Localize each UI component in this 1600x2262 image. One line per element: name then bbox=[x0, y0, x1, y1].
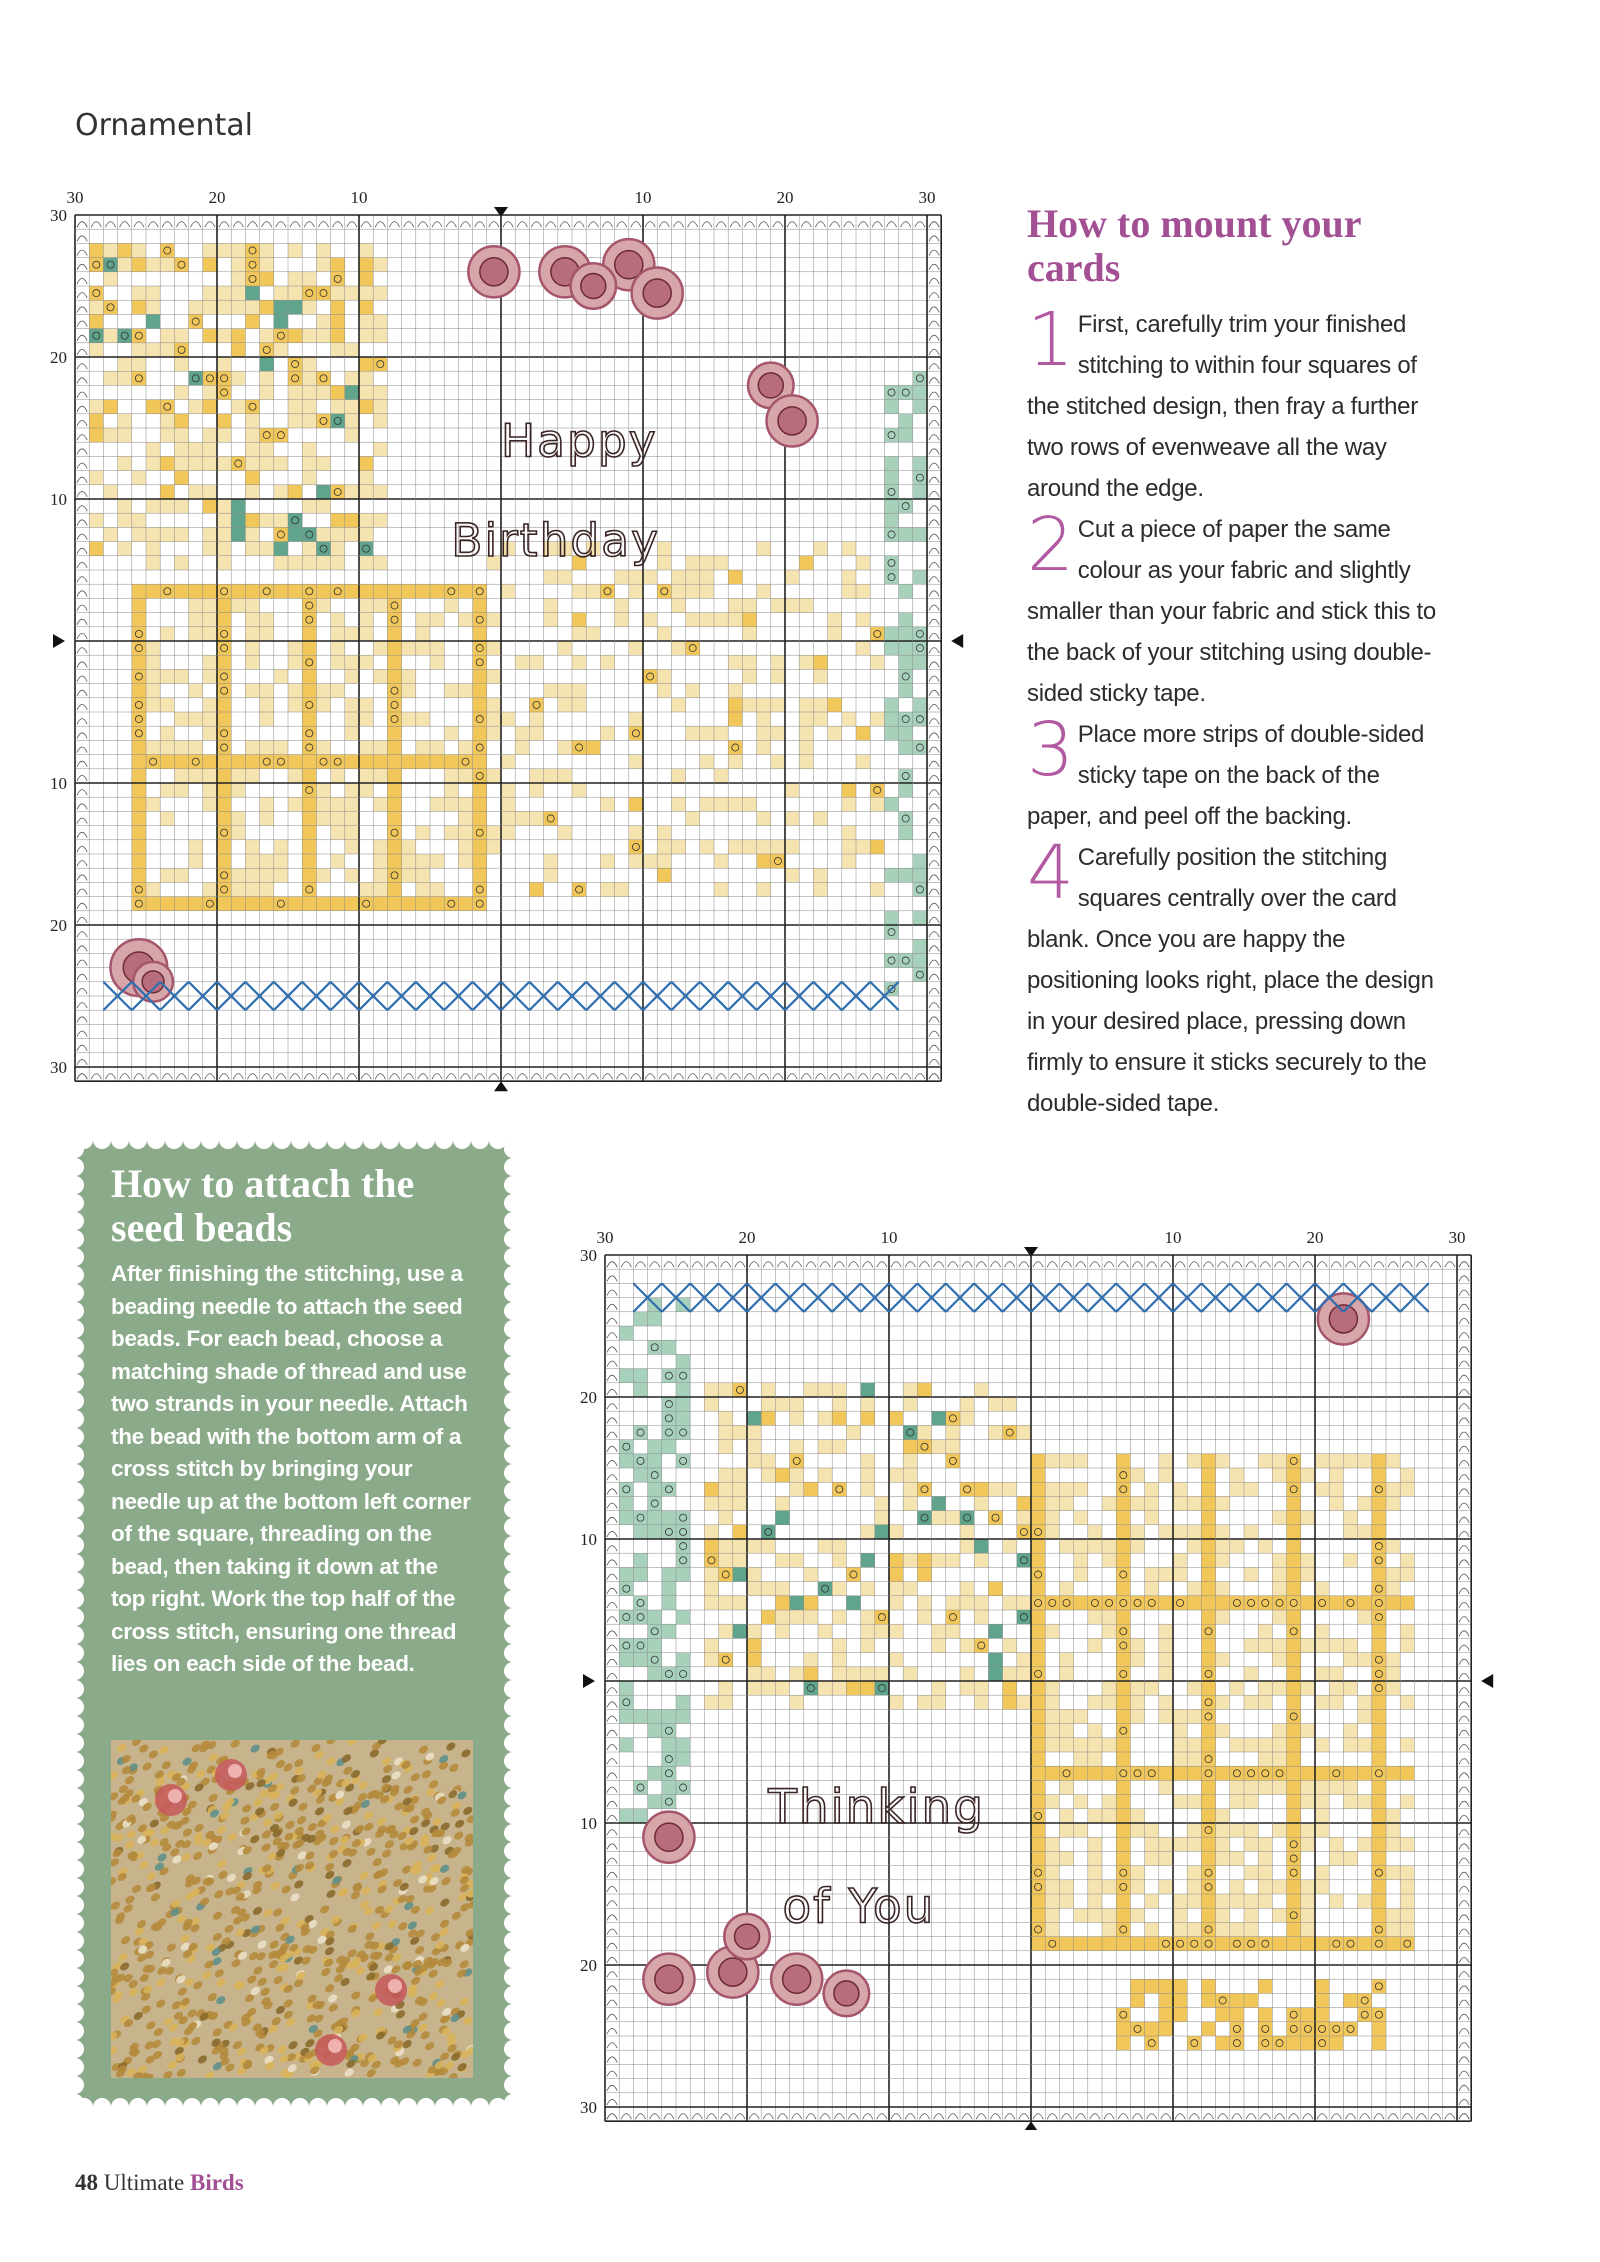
center-arrow-icon bbox=[1481, 1674, 1493, 1688]
flower-motif bbox=[571, 263, 616, 308]
axis-label-top: 10 bbox=[350, 188, 368, 207]
axis-label-left: 20 bbox=[580, 1388, 597, 1407]
axis-label-left: 10 bbox=[50, 774, 67, 793]
flower-motif bbox=[643, 1812, 694, 1863]
axis-label-left: 10 bbox=[580, 1530, 597, 1549]
axis-label-left: 20 bbox=[50, 916, 67, 935]
flower-motif bbox=[724, 1914, 769, 1959]
axis-label-top: 20 bbox=[776, 188, 794, 207]
center-arrow-icon bbox=[583, 1674, 595, 1688]
mount-instructions bbox=[1027, 202, 1447, 1124]
flower-motif bbox=[468, 246, 519, 297]
axis-label-left: 30 bbox=[580, 2098, 597, 2117]
chart-grid bbox=[570, 1210, 1560, 2130]
section-label: Ornamental bbox=[75, 108, 253, 143]
axis-label-top: 30 bbox=[918, 188, 936, 207]
flower-motif bbox=[133, 962, 173, 1002]
axis-label-top: 20 bbox=[738, 1228, 756, 1247]
border-stitches bbox=[77, 222, 939, 1080]
magazine-name-accent: Birds bbox=[189, 2170, 244, 2195]
chart-lettering: Thinking bbox=[768, 1781, 985, 1835]
page-number: 48 bbox=[75, 2170, 98, 2195]
beads-panel bbox=[75, 1140, 513, 2107]
axis-label-top: 20 bbox=[1306, 1228, 1324, 1247]
axis-label-left: 20 bbox=[580, 1956, 597, 1975]
center-arrow-icon bbox=[53, 634, 65, 648]
magazine-name: Ultimate bbox=[103, 2170, 185, 2195]
chart-lettering: Birthday bbox=[451, 513, 660, 567]
flower-motif bbox=[643, 1954, 694, 2005]
mount-step-1: 1 First, carefully trim your finished stitching to within four squares of the stitched design, then fray a further two rows of evenweave all the way around the edge. bbox=[1027, 297, 1418, 502]
axis-label-left: 10 bbox=[50, 490, 67, 509]
chart-grid bbox=[40, 185, 980, 1095]
mount-step-2: 2 Cut a piece of paper the same colour as your fabric and slightly smaller than your fabric and stick this to the back of your stitching using double-sided sticky tape. bbox=[1027, 502, 1436, 707]
center-arrow-icon bbox=[1024, 2121, 1038, 2130]
axis-label-top: 30 bbox=[66, 188, 84, 207]
chart-thinking-of-you bbox=[570, 1210, 1560, 2130]
beadwork-photo bbox=[111, 1740, 473, 2078]
axis-label-left: 10 bbox=[580, 1814, 597, 1833]
flower-motif bbox=[824, 1971, 869, 2016]
center-arrow-icon bbox=[951, 634, 963, 648]
mount-title: How to mount your cards bbox=[1027, 201, 1361, 290]
beads-body: After finishing the stitching, use a beading needle to attach the seed beads. For each bead, choose a matching shade of thread and use two strands in your needle. Attach the bead with the bottom arm of a cross stitch by bringing your needle up at the bottom left corner of the square, threading on the bead, then taking it down at the top right. Work the top half of the cross stitch, ensuring one thread lies on each side of the bead. bbox=[111, 1261, 471, 1676]
axis-label-left: 30 bbox=[50, 206, 67, 225]
axis-label-top: 10 bbox=[1164, 1228, 1182, 1247]
flower-motif bbox=[771, 1954, 822, 2005]
axis-label-top: 10 bbox=[634, 188, 652, 207]
flower-motif bbox=[767, 395, 818, 446]
mount-step-3: 3 Place more strips of double-sided sticky tape on the back of the paper, and peel off the backing. bbox=[1027, 707, 1425, 830]
axis-label-top: 10 bbox=[880, 1228, 898, 1247]
axis-label-top: 20 bbox=[208, 188, 226, 207]
chart-lettering: of You bbox=[782, 1880, 936, 1935]
beads-title: How to attach the seed beads bbox=[111, 1161, 415, 1250]
center-arrow-icon bbox=[494, 1081, 508, 1091]
axis-label-left: 30 bbox=[580, 1246, 597, 1265]
grid-lines bbox=[75, 215, 941, 1081]
chart-happy-birthday bbox=[40, 185, 980, 1095]
chart-lettering: Happy bbox=[501, 414, 658, 468]
page-footer bbox=[75, 2170, 244, 2196]
axis-label-left: 20 bbox=[50, 348, 67, 367]
axis-label-top: 30 bbox=[1448, 1228, 1466, 1247]
flower-motif bbox=[632, 268, 683, 319]
axis-label-top: 30 bbox=[596, 1228, 614, 1247]
mount-step-4: 4 Carefully position the stitching squares centrally over the card blank. Once you are happy the positioning looks right, place the design in your desired place, pressing down firmly to ensure it sticks securely to the double-sided tape. bbox=[1027, 830, 1434, 1117]
axis-label-left: 30 bbox=[50, 1058, 67, 1077]
